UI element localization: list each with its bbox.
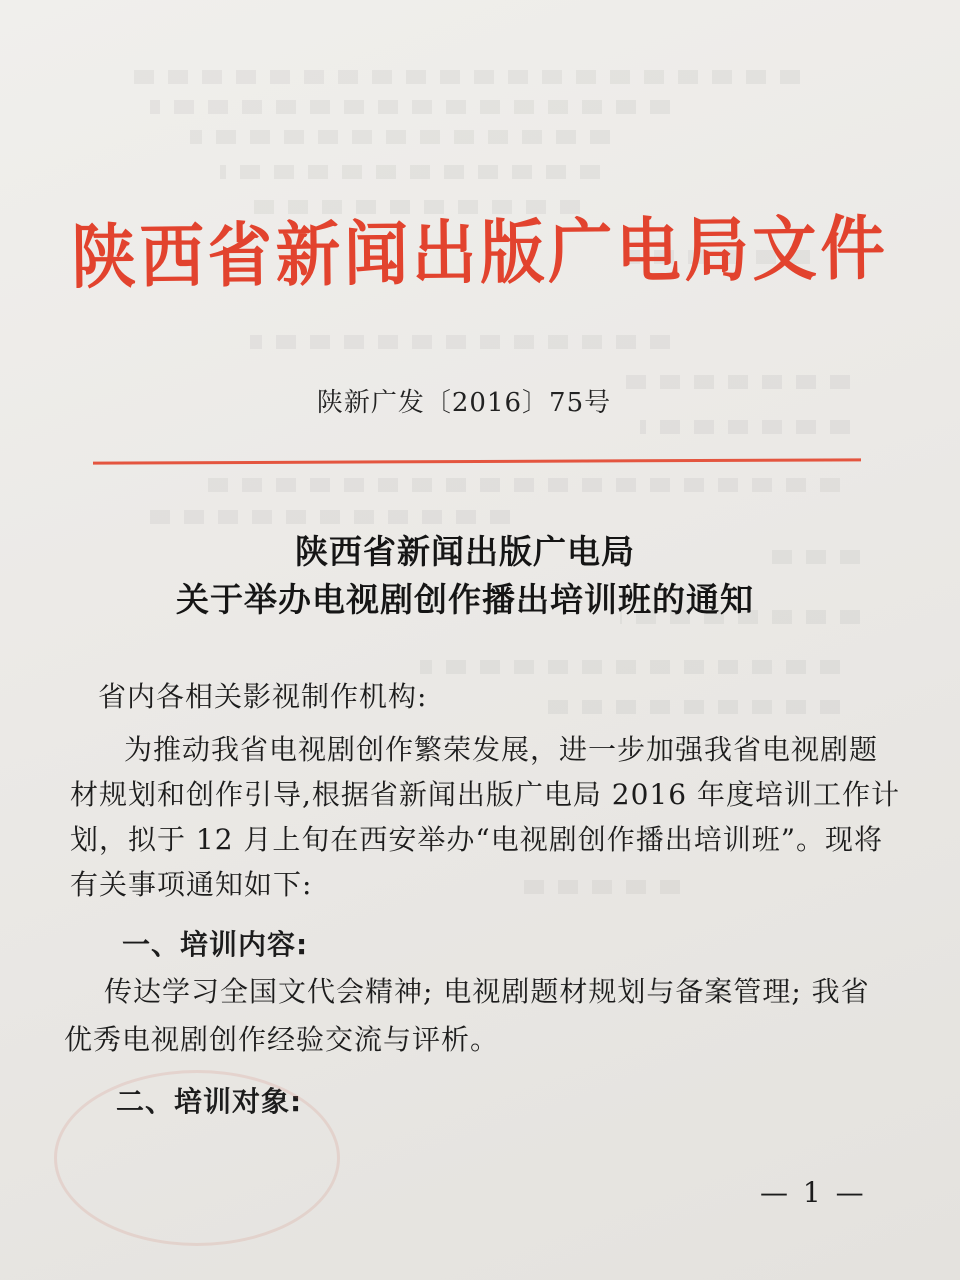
addressee: 省内各相关影视制作机构: <box>98 680 428 713</box>
notice-title-line-2: 关于举办电视剧创作播出培训班的通知 <box>176 580 754 619</box>
page-number: — 1 — <box>760 1176 867 1209</box>
body-line: 材规划和创作引导,根据省新闻出版广电局 2016 年度培训工作计 <box>70 778 900 811</box>
body-line: 为推动我省电视剧创作繁荣发展，进一步加强我省电视剧题 <box>124 733 879 766</box>
section-1-heading: 一、培训内容: <box>122 928 309 961</box>
document-number: 陕新广发〔2016〕75号 <box>316 388 612 418</box>
red-letterhead-title: 陕西省新闻出版广电局文件 <box>71 206 889 299</box>
red-divider-rule <box>93 458 861 464</box>
body-line: 划，拟于 12 月上旬在西安举办“电视剧创作播出培训班”。现将 <box>70 823 884 856</box>
section-2-heading: 二、培训对象: <box>116 1085 303 1118</box>
notice-title-line-1: 陕西省新闻出版广电局 <box>295 532 635 571</box>
section-1-line: 优秀电视剧创作经验交流与评析。 <box>64 1023 500 1056</box>
section-1-line: 传达学习全国文代会精神; 电视剧题材规划与备案管理; 我省 <box>104 975 870 1008</box>
body-line: 有关事项通知如下: <box>70 868 313 901</box>
